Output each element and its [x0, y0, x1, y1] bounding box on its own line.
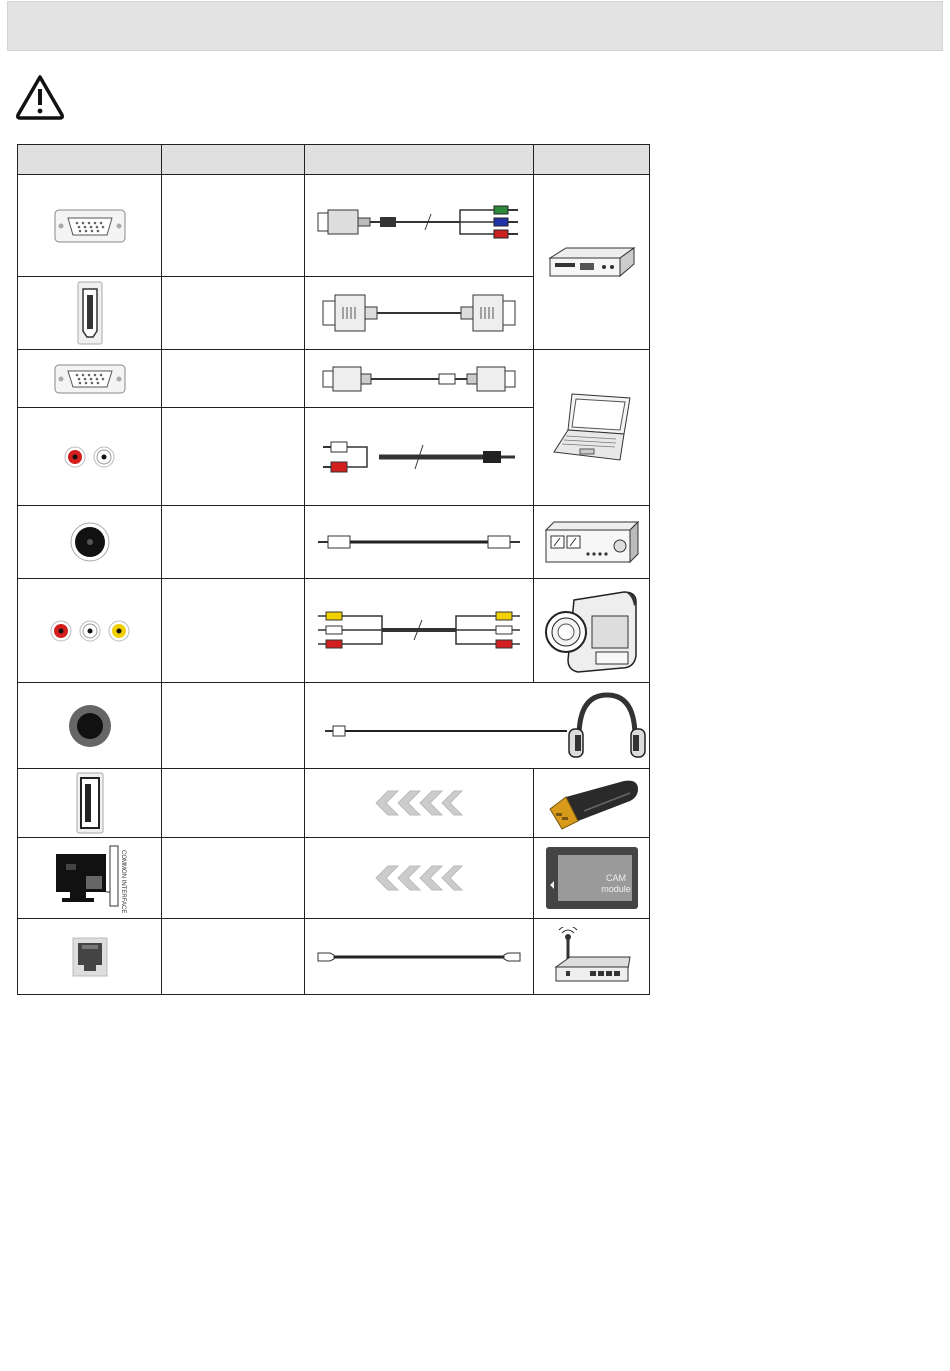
column-header: [305, 145, 534, 175]
dvd-player-icon: [546, 244, 638, 280]
header-bar: [7, 1, 943, 51]
ethernet-cable-icon: [314, 945, 524, 969]
description-cell: [162, 769, 305, 838]
description-cell: [162, 350, 305, 408]
insert-arrows-icon: [374, 865, 464, 891]
router-icon: [550, 927, 634, 987]
usb-stick-icon: [544, 775, 640, 831]
headphone-cable-icon: [325, 726, 567, 736]
cable-cell: [305, 506, 534, 579]
ci-slot-icon: [40, 840, 140, 916]
port-cell: [18, 350, 162, 408]
column-header: [534, 145, 650, 175]
device-cell: [534, 175, 650, 350]
warning-triangle-icon: [14, 73, 66, 121]
column-header: [162, 145, 305, 175]
port-cell: [18, 838, 162, 919]
port-cell: [18, 579, 162, 683]
headphones-icon: [569, 695, 645, 757]
camcorder-icon: [544, 586, 640, 676]
coaxial-port-icon: [69, 521, 111, 563]
hdmi-cable-icon: [319, 291, 519, 335]
port-cell: [18, 175, 162, 277]
coaxial-cable-icon: [314, 530, 524, 554]
cable-cell: [305, 919, 534, 995]
port-cell: [18, 769, 162, 838]
table-row: [18, 506, 650, 579]
table-row: [18, 919, 650, 995]
av-cable-icon: [314, 606, 524, 656]
table-row: [18, 350, 650, 408]
port-cell: [18, 408, 162, 506]
laptop-icon: [550, 390, 634, 466]
vga-to-component-cable-icon: [314, 196, 524, 256]
headphone-port-icon: [68, 704, 112, 748]
vga-port-icon: [54, 364, 126, 394]
table-row: [18, 175, 650, 277]
port-cell: [18, 277, 162, 350]
description-cell: [162, 838, 305, 919]
vga-cable-icon: [319, 359, 519, 399]
headphone-cable-with-headphones-icon: [317, 689, 647, 763]
device-cell: [534, 506, 650, 579]
audio-amplifier-icon: [542, 518, 642, 566]
table-row: [18, 579, 650, 683]
description-cell: [162, 579, 305, 683]
description-cell: [162, 277, 305, 350]
port-cell: [18, 919, 162, 995]
cable-cell: [305, 769, 534, 838]
device-cell: [534, 350, 650, 506]
port-cell: [18, 506, 162, 579]
rca-to-jack-cable-icon: [319, 435, 519, 479]
cable-cell: [305, 838, 534, 919]
cable-cell: [305, 175, 534, 277]
ethernet-port-icon: [72, 937, 108, 977]
table-header-row: [18, 145, 650, 175]
table-row: [18, 838, 650, 919]
cable-device-cell: [305, 683, 650, 769]
cable-cell: [305, 350, 534, 408]
module-label: module: [600, 884, 631, 894]
cable-cell: [305, 579, 534, 683]
cable-cell: [305, 408, 534, 506]
device-cell: [534, 769, 650, 838]
table-row: [18, 683, 650, 769]
device-cell: [534, 919, 650, 995]
device-cell: [534, 838, 650, 919]
cam-module-icon: [544, 845, 640, 911]
cable-cell: [305, 277, 534, 350]
description-cell: [162, 919, 305, 995]
column-header: [18, 145, 162, 175]
description-cell: [162, 408, 305, 506]
description-cell: [162, 175, 305, 277]
table-row: [18, 769, 650, 838]
ci-label: COMMON INTERFACE: [119, 850, 126, 914]
description-cell: [162, 683, 305, 769]
av-rca-port-icon: [48, 618, 132, 644]
connection-table: [17, 144, 650, 995]
cam-label: CAM: [605, 873, 626, 883]
description-cell: [162, 506, 305, 579]
port-cell: [18, 683, 162, 769]
vga-port-icon: [54, 209, 126, 243]
hdmi-port-icon: [77, 281, 103, 345]
device-cell: [534, 579, 650, 683]
insert-arrows-icon: [374, 790, 464, 816]
audio-rca-port-icon: [60, 444, 120, 470]
usb-port-icon: [76, 772, 104, 834]
